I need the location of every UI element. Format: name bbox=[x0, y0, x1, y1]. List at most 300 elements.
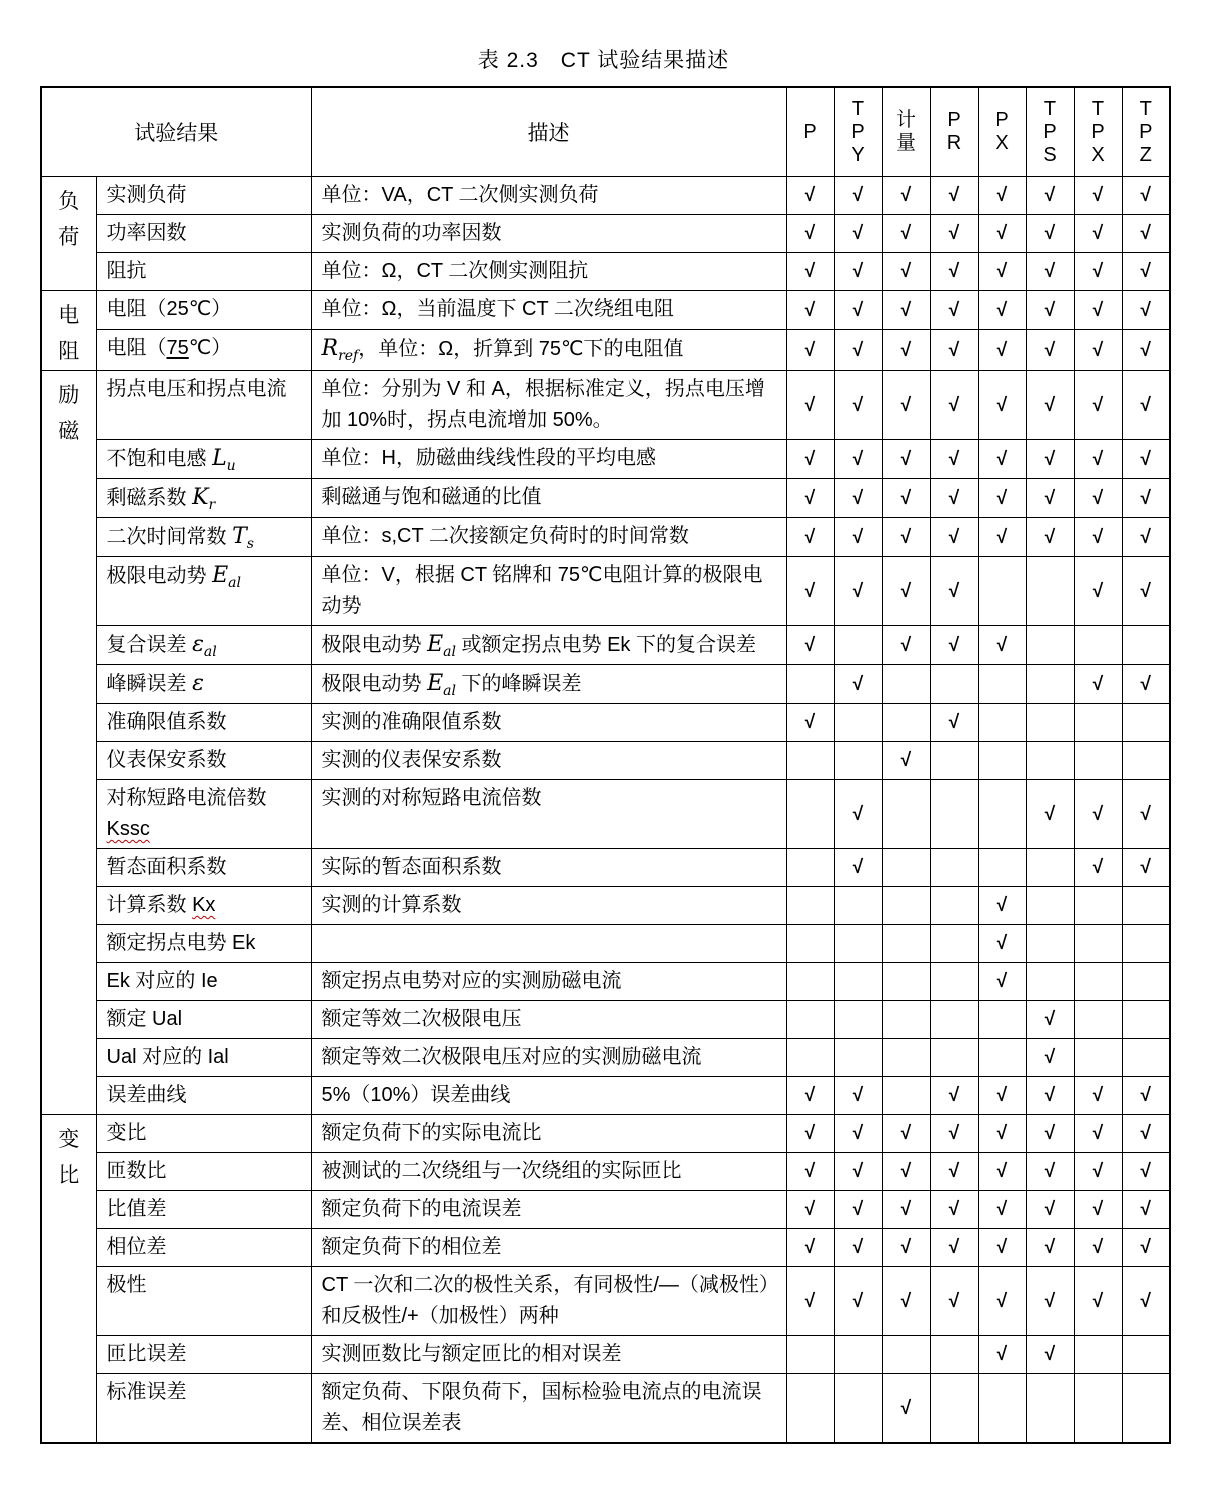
check-cell-pr bbox=[930, 1115, 978, 1153]
check-mark: √ bbox=[1092, 1085, 1104, 1106]
check-cell-计量 bbox=[882, 557, 930, 626]
check-cell-tpy bbox=[834, 704, 882, 742]
check-cell-tpz bbox=[1122, 440, 1170, 479]
check-cell-pr bbox=[930, 1153, 978, 1191]
check-cell-计量 bbox=[882, 626, 930, 665]
check-cell-tpy bbox=[834, 440, 882, 479]
result-name-cell: 对称短路电流倍数 Kssc bbox=[96, 780, 311, 849]
result-name-cell: 拐点电压和拐点电流 bbox=[96, 371, 311, 440]
header-row bbox=[41, 87, 1170, 177]
description-cell: 额定负荷下的相位差 bbox=[311, 1229, 786, 1267]
check-cell-p bbox=[786, 215, 834, 253]
check-cell-tpx bbox=[1074, 665, 1122, 704]
check-mark: √ bbox=[996, 299, 1008, 321]
check-cell-计量 bbox=[882, 1374, 930, 1444]
check-mark: √ bbox=[852, 448, 864, 470]
vertical-label: P bbox=[803, 120, 817, 143]
check-cell-tpy bbox=[834, 963, 882, 1001]
check-cell-tps bbox=[1026, 1039, 1074, 1077]
check-mark: √ bbox=[948, 1085, 960, 1106]
description-cell: 极限电动势 $E_{al}$ 或额定拐点电势 Ek 下的复合误差 bbox=[311, 626, 786, 665]
check-mark: √ bbox=[1044, 448, 1056, 470]
ct-test-results-table bbox=[40, 86, 1171, 1444]
check-cell-p bbox=[786, 253, 834, 291]
check-cell-p bbox=[786, 177, 834, 215]
check-cell-tpy bbox=[834, 177, 882, 215]
check-mark: √ bbox=[1092, 1199, 1104, 1220]
table-row bbox=[41, 704, 1170, 742]
result-name-cell: 变比 bbox=[96, 1115, 311, 1153]
check-mark: √ bbox=[1044, 1344, 1056, 1365]
check-cell-pr bbox=[930, 704, 978, 742]
description-cell: 实测的仪表保安系数 bbox=[311, 742, 786, 780]
check-mark: √ bbox=[804, 712, 816, 733]
check-mark: √ bbox=[1140, 1085, 1151, 1106]
check-cell-计量 bbox=[882, 704, 930, 742]
check-cell-计量 bbox=[882, 887, 930, 925]
result-name-cell: 标准误差 bbox=[96, 1374, 311, 1444]
check-cell-计量 bbox=[882, 479, 930, 518]
check-cell-tpy bbox=[834, 291, 882, 330]
check-mark: √ bbox=[804, 1123, 816, 1144]
table-row bbox=[41, 330, 1170, 371]
check-mark: √ bbox=[948, 1123, 960, 1144]
check-mark: √ bbox=[996, 487, 1008, 509]
check-mark: √ bbox=[948, 339, 960, 361]
check-mark: √ bbox=[852, 1290, 864, 1312]
check-mark: √ bbox=[1140, 1199, 1151, 1220]
check-mark: √ bbox=[1044, 299, 1056, 321]
check-cell-tps bbox=[1026, 665, 1074, 704]
check-cell-p bbox=[786, 557, 834, 626]
check-cell-tpz bbox=[1122, 780, 1170, 849]
check-mark: √ bbox=[804, 580, 816, 602]
check-mark: √ bbox=[1044, 1085, 1056, 1106]
check-cell-tpy bbox=[834, 253, 882, 291]
check-cell-px bbox=[978, 1153, 1026, 1191]
check-mark: √ bbox=[1092, 1123, 1104, 1144]
check-cell-tpx bbox=[1074, 518, 1122, 557]
result-name-cell: 功率因数 bbox=[96, 215, 311, 253]
table-row bbox=[41, 440, 1170, 479]
check-cell-p bbox=[786, 780, 834, 849]
check-mark: √ bbox=[1140, 1161, 1151, 1182]
check-mark: √ bbox=[852, 580, 864, 602]
description-cell: 实测匝数比与额定匝比的相对误差 bbox=[311, 1336, 786, 1374]
check-cell-tps bbox=[1026, 253, 1074, 291]
check-mark: √ bbox=[1044, 1123, 1056, 1144]
check-cell-tps bbox=[1026, 1077, 1074, 1115]
column-header-tpx bbox=[1074, 87, 1122, 177]
check-cell-tpz bbox=[1122, 1267, 1170, 1336]
check-cell-tpy bbox=[834, 1191, 882, 1229]
check-cell-px bbox=[978, 479, 1026, 518]
group-label: 变 比 bbox=[41, 1115, 96, 1444]
result-name-cell: 相位差 bbox=[96, 1229, 311, 1267]
check-cell-pr bbox=[930, 215, 978, 253]
check-cell-tpy bbox=[834, 215, 882, 253]
check-mark: √ bbox=[996, 185, 1008, 206]
check-mark: √ bbox=[948, 1290, 960, 1312]
result-name-cell: 匝数比 bbox=[96, 1153, 311, 1191]
check-cell-计量 bbox=[882, 780, 930, 849]
check-cell-计量 bbox=[882, 1001, 930, 1039]
check-cell-px bbox=[978, 780, 1026, 849]
check-mark: √ bbox=[900, 223, 912, 244]
check-mark: √ bbox=[996, 339, 1008, 361]
check-cell-tps bbox=[1026, 1191, 1074, 1229]
check-mark: √ bbox=[1092, 394, 1104, 416]
check-cell-tpy bbox=[834, 479, 882, 518]
check-mark: √ bbox=[804, 526, 816, 548]
check-cell-pr bbox=[930, 440, 978, 479]
check-mark: √ bbox=[1092, 673, 1104, 695]
check-cell-计量 bbox=[882, 925, 930, 963]
check-cell-px bbox=[978, 291, 1026, 330]
check-cell-计量 bbox=[882, 253, 930, 291]
check-mark: √ bbox=[852, 803, 864, 825]
table-row bbox=[41, 1039, 1170, 1077]
result-name-cell: 误差曲线 bbox=[96, 1077, 311, 1115]
check-mark: √ bbox=[852, 673, 864, 695]
check-mark: √ bbox=[804, 1199, 816, 1220]
check-cell-计量 bbox=[882, 1267, 930, 1336]
description-cell: 单位：VA，CT 二次侧实测负荷 bbox=[311, 177, 786, 215]
check-mark: √ bbox=[852, 299, 864, 321]
check-mark: √ bbox=[1092, 487, 1104, 509]
check-cell-tpy bbox=[834, 1374, 882, 1444]
check-cell-tpx bbox=[1074, 1229, 1122, 1267]
check-mark: √ bbox=[1092, 223, 1104, 244]
check-mark: √ bbox=[900, 750, 912, 771]
check-mark: √ bbox=[948, 1161, 960, 1182]
check-cell-tpx bbox=[1074, 371, 1122, 440]
check-cell-tps bbox=[1026, 371, 1074, 440]
check-cell-tpx bbox=[1074, 626, 1122, 665]
result-name-cell: 复合误差 $\varepsilon_{al}$ bbox=[96, 626, 311, 665]
column-header-tps bbox=[1026, 87, 1074, 177]
check-mark: √ bbox=[1140, 339, 1151, 361]
check-mark: √ bbox=[948, 1237, 960, 1258]
check-mark: √ bbox=[852, 526, 864, 548]
table-row bbox=[41, 963, 1170, 1001]
check-cell-tpz bbox=[1122, 1039, 1170, 1077]
check-cell-p bbox=[786, 849, 834, 887]
check-cell-p bbox=[786, 1077, 834, 1115]
group-label: 负 荷 bbox=[41, 177, 96, 291]
description-cell: 实测的计算系数 bbox=[311, 887, 786, 925]
check-cell-pr bbox=[930, 887, 978, 925]
check-mark: √ bbox=[804, 1237, 816, 1258]
check-cell-p bbox=[786, 1229, 834, 1267]
check-mark: √ bbox=[900, 339, 912, 361]
check-mark: √ bbox=[1044, 1161, 1056, 1182]
check-mark: √ bbox=[804, 185, 816, 206]
check-mark: √ bbox=[996, 223, 1008, 244]
check-cell-px bbox=[978, 177, 1026, 215]
check-cell-tpx bbox=[1074, 887, 1122, 925]
check-cell-tpy bbox=[834, 626, 882, 665]
result-name-cell: 额定拐点电势 Ek bbox=[96, 925, 311, 963]
result-name-cell: 极性 bbox=[96, 1267, 311, 1336]
check-cell-tps bbox=[1026, 704, 1074, 742]
result-name-cell: 阻抗 bbox=[96, 253, 311, 291]
check-mark: √ bbox=[1140, 526, 1151, 548]
check-cell-tps bbox=[1026, 440, 1074, 479]
check-cell-计量 bbox=[882, 330, 930, 371]
check-mark: √ bbox=[996, 448, 1008, 470]
check-cell-tpx bbox=[1074, 1039, 1122, 1077]
check-cell-p bbox=[786, 518, 834, 557]
check-cell-pr bbox=[930, 1374, 978, 1444]
check-mark: √ bbox=[852, 185, 864, 206]
check-mark: √ bbox=[948, 299, 960, 321]
check-mark: √ bbox=[1140, 1237, 1151, 1258]
check-cell-tps bbox=[1026, 1001, 1074, 1039]
check-cell-tpz bbox=[1122, 1191, 1170, 1229]
check-mark: √ bbox=[900, 185, 912, 206]
check-cell-计量 bbox=[882, 665, 930, 704]
result-name-cell: 计算系数 Kx bbox=[96, 887, 311, 925]
check-mark: √ bbox=[804, 339, 816, 361]
table-row bbox=[41, 1229, 1170, 1267]
check-cell-tps bbox=[1026, 780, 1074, 849]
result-name-cell: 准确限值系数 bbox=[96, 704, 311, 742]
vertical-label: T P X bbox=[1091, 97, 1105, 166]
check-mark: √ bbox=[996, 895, 1008, 916]
check-cell-tpx bbox=[1074, 291, 1122, 330]
check-mark: √ bbox=[1140, 261, 1151, 282]
check-cell-计量 bbox=[882, 1115, 930, 1153]
check-cell-tpx bbox=[1074, 925, 1122, 963]
check-mark: √ bbox=[1092, 1237, 1104, 1258]
check-cell-tpz bbox=[1122, 479, 1170, 518]
result-name-cell: 匝比误差 bbox=[96, 1336, 311, 1374]
check-cell-p bbox=[786, 371, 834, 440]
check-cell-计量 bbox=[882, 177, 930, 215]
check-mark: √ bbox=[996, 1123, 1008, 1144]
check-cell-计量 bbox=[882, 1336, 930, 1374]
check-mark: √ bbox=[1092, 857, 1104, 878]
check-mark: √ bbox=[1092, 526, 1104, 548]
table-row bbox=[41, 665, 1170, 704]
check-cell-tpz bbox=[1122, 1153, 1170, 1191]
result-name-cell: 二次时间常数 $T_s$ bbox=[96, 518, 311, 557]
check-cell-px bbox=[978, 1039, 1026, 1077]
check-cell-计量 bbox=[882, 518, 930, 557]
check-cell-px bbox=[978, 518, 1026, 557]
check-cell-px bbox=[978, 849, 1026, 887]
table-row bbox=[41, 1001, 1170, 1039]
check-cell-px bbox=[978, 963, 1026, 1001]
group-label: 电 阻 bbox=[41, 291, 96, 371]
check-cell-tpx bbox=[1074, 1001, 1122, 1039]
check-cell-pr bbox=[930, 626, 978, 665]
check-cell-tps bbox=[1026, 849, 1074, 887]
check-cell-计量 bbox=[882, 1191, 930, 1229]
check-mark: √ bbox=[1092, 1161, 1104, 1182]
result-name-cell: 峰瞬误差 ε bbox=[96, 665, 311, 704]
check-cell-px bbox=[978, 1077, 1026, 1115]
check-cell-tpz bbox=[1122, 330, 1170, 371]
check-mark: √ bbox=[1140, 487, 1151, 509]
check-cell-计量 bbox=[882, 1153, 930, 1191]
check-mark: √ bbox=[996, 1344, 1008, 1365]
check-mark: √ bbox=[900, 1397, 912, 1419]
check-mark: √ bbox=[1044, 339, 1056, 361]
vertical-label: P R bbox=[946, 109, 962, 154]
check-cell-pr bbox=[930, 1039, 978, 1077]
check-mark: √ bbox=[948, 448, 960, 470]
vertical-label: T P Z bbox=[1139, 97, 1153, 166]
check-mark: √ bbox=[804, 448, 816, 470]
check-cell-p bbox=[786, 925, 834, 963]
description-cell: 剩磁通与饱和磁通的比值 bbox=[311, 479, 786, 518]
check-mark: √ bbox=[1044, 394, 1056, 416]
check-mark: √ bbox=[996, 634, 1008, 656]
check-mark: √ bbox=[1140, 857, 1151, 878]
check-mark: √ bbox=[804, 394, 816, 416]
check-cell-tpy bbox=[834, 849, 882, 887]
check-cell-tps bbox=[1026, 626, 1074, 665]
check-mark: √ bbox=[804, 223, 816, 244]
check-cell-tpx bbox=[1074, 1374, 1122, 1444]
check-cell-tps bbox=[1026, 330, 1074, 371]
check-cell-tpz bbox=[1122, 253, 1170, 291]
table-row bbox=[41, 291, 1170, 330]
table-row bbox=[41, 925, 1170, 963]
check-cell-tpz bbox=[1122, 177, 1170, 215]
table-row bbox=[41, 1267, 1170, 1336]
check-mark: √ bbox=[852, 857, 864, 878]
check-cell-px bbox=[978, 1374, 1026, 1444]
check-cell-tpx bbox=[1074, 440, 1122, 479]
check-mark: √ bbox=[1044, 487, 1056, 509]
check-cell-tpy bbox=[834, 518, 882, 557]
check-cell-tps bbox=[1026, 1115, 1074, 1153]
check-cell-px bbox=[978, 704, 1026, 742]
check-mark: √ bbox=[1044, 1199, 1056, 1220]
check-mark: √ bbox=[900, 1237, 912, 1258]
check-cell-tps bbox=[1026, 177, 1074, 215]
check-cell-pr bbox=[930, 780, 978, 849]
column-header-p bbox=[786, 87, 834, 177]
check-mark: √ bbox=[804, 634, 816, 656]
column-header-tpz bbox=[1122, 87, 1170, 177]
check-cell-计量 bbox=[882, 371, 930, 440]
check-cell-px bbox=[978, 1115, 1026, 1153]
result-name-cell: 暂态面积系数 bbox=[96, 849, 311, 887]
check-cell-tpx bbox=[1074, 849, 1122, 887]
check-cell-tpz bbox=[1122, 1077, 1170, 1115]
description-cell: 实测的准确限值系数 bbox=[311, 704, 786, 742]
check-cell-tps bbox=[1026, 1336, 1074, 1374]
check-mark: √ bbox=[948, 580, 960, 602]
check-mark: √ bbox=[1044, 261, 1056, 282]
table-row bbox=[41, 215, 1170, 253]
check-cell-pr bbox=[930, 291, 978, 330]
check-cell-px bbox=[978, 1001, 1026, 1039]
description-cell: 单位：V，根据 CT 铭牌和 75℃电阻计算的极限电动势 bbox=[311, 557, 786, 626]
check-mark: √ bbox=[996, 1290, 1008, 1312]
check-mark: √ bbox=[996, 394, 1008, 416]
check-cell-pr bbox=[930, 1267, 978, 1336]
check-cell-p bbox=[786, 626, 834, 665]
check-mark: √ bbox=[900, 1123, 912, 1144]
check-cell-tpx bbox=[1074, 1115, 1122, 1153]
check-cell-tpz bbox=[1122, 291, 1170, 330]
check-cell-tpy bbox=[834, 742, 882, 780]
check-cell-p bbox=[786, 1153, 834, 1191]
vertical-label: T P Y bbox=[851, 97, 865, 166]
check-cell-px bbox=[978, 253, 1026, 291]
check-mark: √ bbox=[1044, 526, 1056, 548]
check-cell-tpz bbox=[1122, 1229, 1170, 1267]
check-mark: √ bbox=[948, 261, 960, 282]
check-cell-tpz bbox=[1122, 887, 1170, 925]
check-mark: √ bbox=[900, 1161, 912, 1182]
description-cell: 额定负荷下的电流误差 bbox=[311, 1191, 786, 1229]
check-mark: √ bbox=[900, 1199, 912, 1220]
check-mark: √ bbox=[948, 394, 960, 416]
check-cell-px bbox=[978, 1229, 1026, 1267]
check-cell-计量 bbox=[882, 1077, 930, 1115]
check-mark: √ bbox=[852, 1237, 864, 1258]
check-mark: √ bbox=[996, 1237, 1008, 1258]
check-mark: √ bbox=[1092, 1290, 1104, 1312]
check-mark: √ bbox=[996, 526, 1008, 548]
check-cell-tpx bbox=[1074, 1267, 1122, 1336]
check-cell-tpx bbox=[1074, 1077, 1122, 1115]
check-cell-p bbox=[786, 963, 834, 1001]
check-cell-pr bbox=[930, 1191, 978, 1229]
check-cell-tps bbox=[1026, 1374, 1074, 1444]
check-cell-tpy bbox=[834, 371, 882, 440]
check-mark: √ bbox=[852, 1199, 864, 1220]
check-cell-tpz bbox=[1122, 742, 1170, 780]
check-cell-计量 bbox=[882, 215, 930, 253]
check-mark: √ bbox=[900, 299, 912, 321]
table-row bbox=[41, 626, 1170, 665]
check-mark: √ bbox=[1140, 394, 1151, 416]
check-cell-计量 bbox=[882, 440, 930, 479]
check-cell-px bbox=[978, 215, 1026, 253]
check-mark: √ bbox=[900, 1290, 912, 1312]
check-cell-tps bbox=[1026, 479, 1074, 518]
check-mark: √ bbox=[996, 933, 1008, 954]
check-cell-tpy bbox=[834, 1336, 882, 1374]
check-mark: √ bbox=[1044, 223, 1056, 244]
table-row bbox=[41, 1153, 1170, 1191]
check-cell-p bbox=[786, 887, 834, 925]
check-cell-p bbox=[786, 665, 834, 704]
check-mark: √ bbox=[1044, 1290, 1056, 1312]
check-cell-p bbox=[786, 704, 834, 742]
check-cell-px bbox=[978, 330, 1026, 371]
check-mark: √ bbox=[1092, 339, 1104, 361]
check-cell-tpy bbox=[834, 330, 882, 371]
check-cell-tpx bbox=[1074, 1191, 1122, 1229]
description-cell: $R_{ref}$，单位：Ω，折算到 75℃下的电阻值 bbox=[311, 330, 786, 371]
check-cell-tpy bbox=[834, 1267, 882, 1336]
check-mark: √ bbox=[1140, 1123, 1151, 1144]
table-row bbox=[41, 1336, 1170, 1374]
check-cell-tpx bbox=[1074, 742, 1122, 780]
check-cell-p bbox=[786, 440, 834, 479]
table-row bbox=[41, 1115, 1170, 1153]
table-row bbox=[41, 557, 1170, 626]
check-cell-px bbox=[978, 1191, 1026, 1229]
